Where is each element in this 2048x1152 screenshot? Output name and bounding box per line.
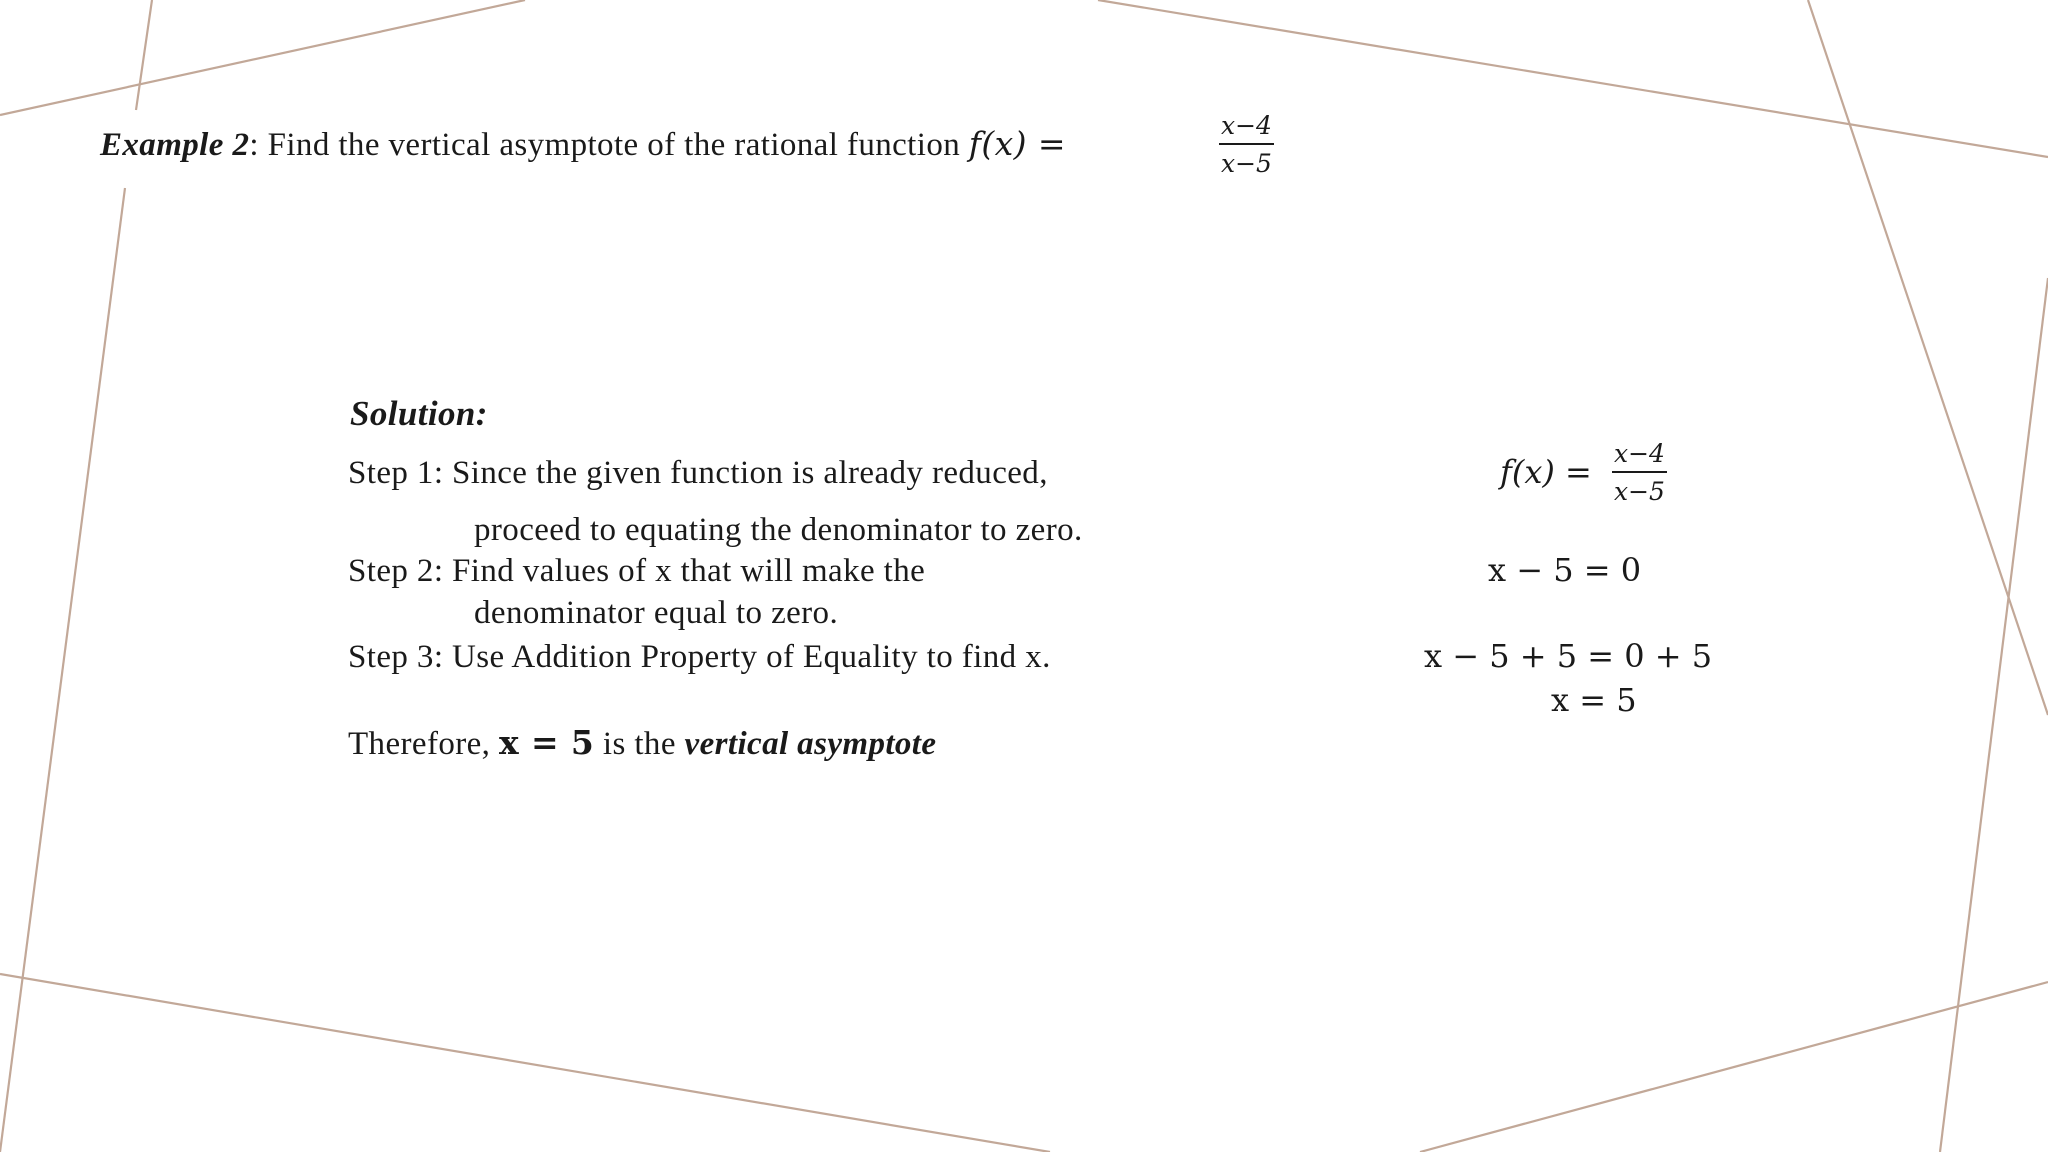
- example-fraction: [1219, 113, 1274, 176]
- frame-line: [0, 0, 525, 115]
- example-function-lhs: f(x) =: [968, 124, 1066, 163]
- fraction-bar: [1612, 471, 1667, 473]
- step2-line1: Step 2: Find values of x that will make the: [348, 553, 926, 589]
- frame-line: [1420, 982, 2048, 1152]
- equation-3: x − 5 + 5 = 0 + 5: [1424, 637, 1713, 675]
- frame-line: [0, 188, 125, 1152]
- conclusion-emphasis: vertical asymptote: [684, 726, 937, 762]
- conclusion-mid: is the: [602, 726, 676, 762]
- example-fraction-denominator: x−5: [1221, 149, 1272, 178]
- example-fraction-numerator: x−4: [1221, 111, 1272, 140]
- equation-2: x − 5 = 0: [1488, 551, 1642, 589]
- frame-line: [0, 974, 1050, 1152]
- fraction-bar: [1219, 143, 1274, 145]
- equation-1-lhs: f(x) =: [1500, 453, 1592, 491]
- solution-heading: Solution:: [350, 394, 488, 433]
- example-statement: [100, 124, 1066, 163]
- example-colon: :: [249, 127, 259, 163]
- conclusion: [348, 723, 937, 762]
- equation-4: x = 5: [1551, 681, 1637, 719]
- frame-line: [1940, 278, 2048, 1152]
- conclusion-math: x = 5: [498, 723, 595, 762]
- example-text: Find the vertical asymptote of the rational function: [267, 127, 961, 163]
- step1-line2: proceed to equating the denominator to zero.: [474, 512, 1083, 548]
- frame-line: [1808, 0, 2048, 715]
- equation-1-fraction: [1612, 441, 1667, 504]
- step2-line2: denominator equal to zero.: [474, 595, 839, 631]
- equation-1-denominator: x−5: [1614, 477, 1665, 506]
- frame-line: [136, 0, 152, 110]
- example-label: Example 2: [100, 127, 250, 163]
- conclusion-prefix: Therefore,: [348, 726, 491, 762]
- equation-1-numerator: x−4: [1614, 439, 1665, 468]
- step1-line1: Step 1: Since the given function is already reduced,: [348, 455, 1048, 491]
- step3-line1: Step 3: Use Addition Property of Equality to find x.: [348, 639, 1051, 675]
